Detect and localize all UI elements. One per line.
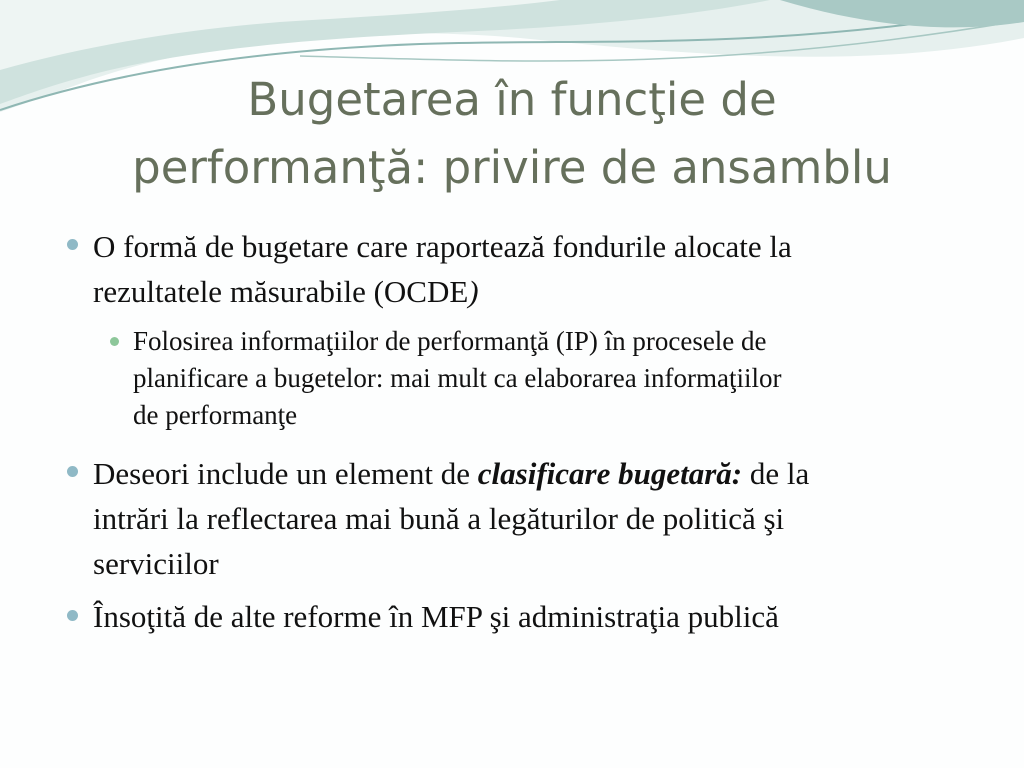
- sub-bullet-item-1-line-3: de performanţe: [133, 400, 298, 430]
- bullet-item-3: [93, 594, 779, 639]
- sub-bullet-item-1: [133, 323, 781, 434]
- bullet-item-2-line-2: intrări la reflectarea mai bună a legăturilor de politică şi: [93, 501, 785, 536]
- slide-title-line-2: performanţă: privire de ansamblu: [132, 141, 892, 194]
- bullet-dot-icon: [67, 239, 78, 250]
- sub-bullet-item-1-line-1: Folosirea informaţiilor de performanţă (IP) în procesele de: [133, 326, 767, 356]
- bullet-item-1-line-2: rezultatele măsurabile (OCDE: [93, 274, 469, 309]
- sub-bullet-dot-icon: [110, 337, 119, 346]
- bullet-item-2-line-1-start: Deseori include un element de: [93, 456, 478, 491]
- bullet-item-2-line-1-end: de la: [742, 456, 810, 491]
- bullet-item-2-emphasis: clasificare bugetară:: [477, 456, 743, 491]
- sub-bullet-item-1-line-2: planificare a bugetelor: mai mult ca elaborarea informaţiilor: [133, 363, 782, 393]
- bullet-item-1-closing-paren: ): [468, 274, 479, 309]
- bullet-item-2-line-3: serviciilor: [93, 546, 219, 581]
- bullet-item-3-line-1: Însoţită de alte reforme în MFP şi administraţia publică: [93, 599, 779, 634]
- bullet-item-2: [93, 451, 809, 586]
- bullet-dot-icon: [67, 466, 78, 477]
- bullet-dot-icon: [67, 610, 78, 621]
- bullet-item-1-line-1: O formă de bugetare care raportează fondurile alocate la: [93, 229, 792, 264]
- bullet-item-1: [93, 224, 792, 314]
- slide-title-line-1: Bugetarea în funcţie de: [247, 73, 777, 126]
